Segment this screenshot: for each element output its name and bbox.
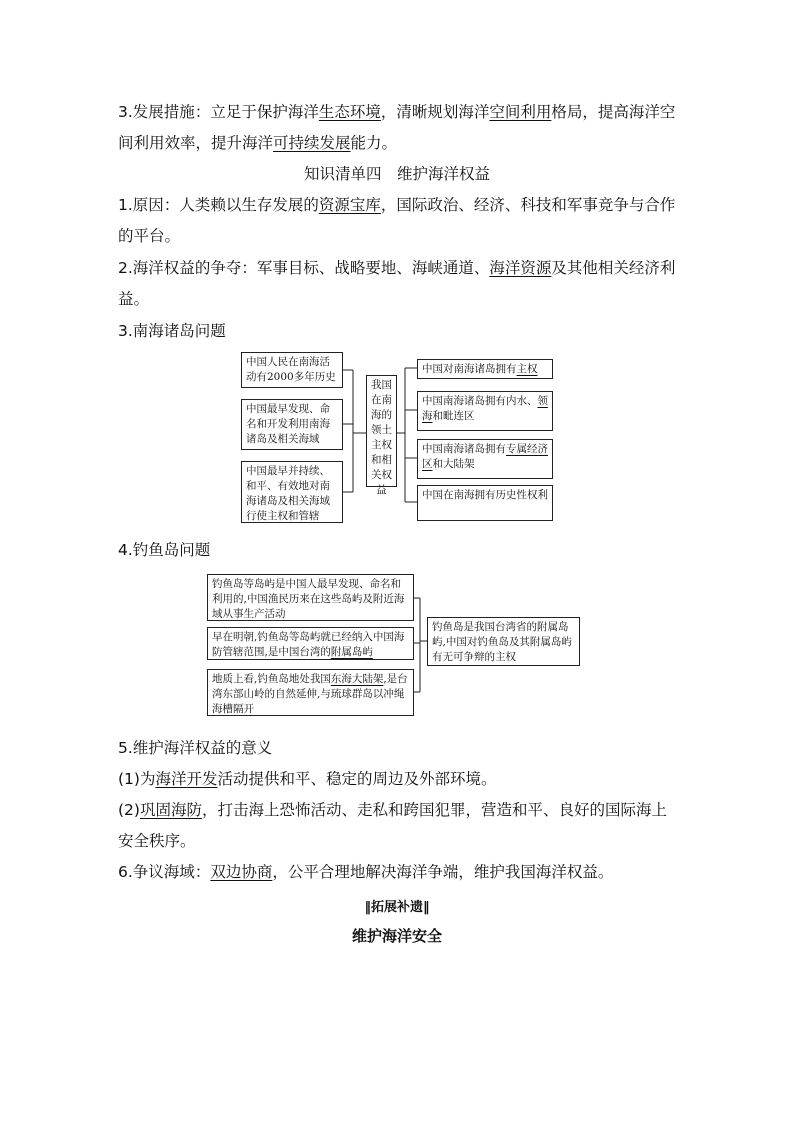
significance-item-1: [118, 764, 678, 795]
south-sea-right-box-3: [417, 439, 553, 479]
south-sea-center-box: 我国在南海的领土主权和相关权益: [366, 375, 397, 487]
underlined-term: 生态环境: [318, 103, 381, 121]
text-run: ，清晰规划海洋: [380, 103, 490, 121]
diaoyu-left-box-2: [207, 627, 414, 660]
expand-tag: ‖拓展补遗‖: [364, 900, 430, 915]
text-run: 格局，提高海洋空间利用效率，提升海洋: [118, 103, 676, 152]
text-run: (2): [118, 801, 140, 819]
text-run: 和大陆架: [432, 458, 475, 470]
text-run: ：人类赖以生存发展的: [163, 196, 319, 214]
underlined-term: 专属经济区: [422, 443, 548, 470]
south-sea-left-box-2: 中国最早发现、命名和开发利用南海诸岛及相关海域: [241, 399, 343, 450]
text-run: 的争夺：军事目标、战略要地、海峡通道、: [194, 259, 490, 277]
paragraph-development-measures: [118, 97, 678, 159]
item-number: 1.: [118, 196, 133, 214]
item-number: 3.: [118, 103, 133, 121]
text-run: 地质上看,钓鱼岛地处我国: [212, 673, 331, 685]
diaoyu-left-box-1: 钓鱼岛等岛屿是中国人最早发现、命名和利用的,中国渔民历来在这些岛屿及附近海域从事生产活动: [207, 574, 414, 621]
item-label: 争议海域: [132, 863, 195, 881]
diaoyu-right-box: 钓鱼岛是我国台湾省的附属岛屿,中国对钓鱼岛及其附属岛屿有无可争辩的主权: [427, 617, 580, 666]
text-run: 活动提供和平、稳定的周边及外部环境。: [217, 770, 497, 788]
underlined-term: 可持续发展: [273, 134, 351, 152]
underlined-term: 空间利用: [489, 103, 552, 121]
underlined-term: 巩固海防: [139, 801, 202, 819]
south-sea-right-box-1: [417, 359, 553, 379]
underlined-term: 双边协商: [210, 863, 273, 881]
text-run: ,是台湾东部山岭的自然延伸,与琉球群岛以冲绳海槽隔开: [212, 673, 408, 715]
section-heading: 知识清单四 维护海洋权益: [303, 165, 490, 183]
text-run: 早在明朝,钓鱼岛等岛屿就已经纳入中国海防管辖范围,是中国台湾的: [212, 631, 405, 658]
item-label: 海洋权益: [132, 259, 195, 277]
text-run: 中国对南海诸岛拥有: [422, 363, 517, 375]
underlined-term: 东海大陆架: [330, 673, 384, 685]
underlined-term: 资源宝库: [318, 196, 381, 214]
paragraph-rights-competition: [118, 253, 678, 315]
diaoyu-title: 4.钓鱼岛问题: [118, 541, 211, 559]
underlined-term: 附属岛屿: [330, 646, 373, 658]
text-run: 能力。: [350, 134, 398, 152]
item-number: 2.: [118, 259, 133, 277]
text-run: ：: [194, 863, 211, 881]
text-run: 中国南海诸岛拥有内水、: [422, 395, 538, 407]
expand-title: 维护海洋安全: [351, 927, 442, 945]
paragraph-disputed-waters: [118, 857, 678, 888]
south-sea-left-box-1: 中国人民在南海活动有2000多年历史: [241, 352, 343, 388]
item-label: 发展措施: [132, 103, 195, 121]
south-sea-title: 3.南海诸岛问题: [118, 322, 226, 340]
south-sea-right-box-2: [417, 391, 553, 431]
text-run: 中国南海诸岛拥有: [422, 443, 506, 455]
underlined-term: 海洋资源: [489, 259, 552, 277]
text-run: (1)为: [118, 770, 156, 788]
text-run: 和毗连区: [432, 410, 475, 422]
item-label: 原因: [132, 196, 164, 214]
text-run: ，打击海上恐怖活动、走私和跨国犯罪，营造和平、良好的国际海上安全秩序。: [118, 801, 667, 850]
underlined-term: 领海: [422, 395, 548, 422]
item-number: 6.: [118, 863, 133, 881]
south-sea-left-box-3: 中国最早并持续、和平、有效地对南海诸岛及相关海域行使主权和管辖: [241, 461, 343, 523]
significance-title: 5.维护海洋权益的意义: [118, 739, 273, 757]
significance-item-2: [118, 795, 678, 857]
text-run: ，国际政治、经济、科技和军事竞争与合作的平台。: [118, 196, 676, 245]
underlined-term: 主权: [516, 363, 538, 375]
paragraph-reason: [118, 190, 678, 252]
underlined-term: 海洋开发: [155, 770, 218, 788]
text-run: 及其他相关经济利益。: [118, 259, 676, 308]
text-run: ：立足于保护海洋: [194, 103, 319, 121]
diaoyu-left-box-3: [207, 669, 414, 716]
south-sea-right-box-4: 中国在南海拥有历史性权利: [417, 485, 553, 521]
text-run: ，公平合理地解决海洋争端，维护我国海洋权益。: [272, 863, 614, 881]
